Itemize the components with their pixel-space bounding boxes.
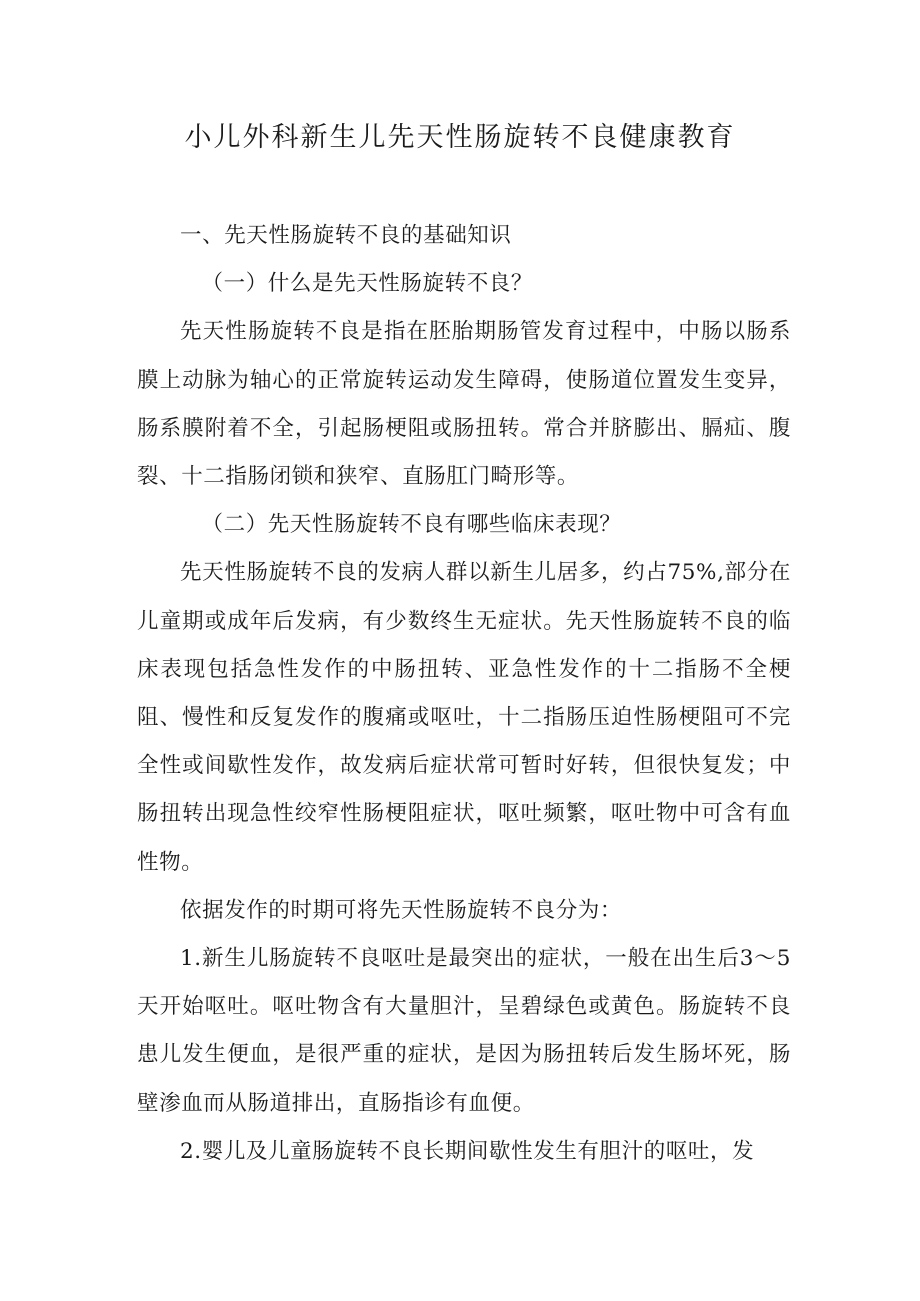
paragraph-infant-child-type: 2.婴儿及儿童肠旋转不良长期间歇性发生有胆汁的呕吐，发	[180, 1138, 755, 1164]
paragraph-symptoms: 先天性肠旋转不良的发病人群以新生儿居多，约占75%,部分在儿童期或成年后发病，有少数终生无症状。先天性肠旋转不良的临床表现包括急性发作的中肠扭转、亚急性发作的十二指肠不全梗阻、慢性和反复发作的腹痛或呕吐，十二指肠压迫性肠梗阻可不完全性或间歇性发作，故发病后症状常可暂时好转，但很快复发；中肠扭转出现急性绞窄性肠梗阻症状，呕吐频繁，呕吐物中可含有血性物。	[137, 560, 791, 875]
document-title: 小儿外科新生儿先天性肠旋转不良健康教育	[184, 122, 736, 153]
subsection-heading-symptoms: （二）先天性肠旋转不良有哪些临床表现？	[201, 512, 622, 538]
document-body	[137, 212, 791, 1176]
paragraph-definition: 先天性肠旋转不良是指在胚胎期肠管发育过程中，中肠以肠系膜上动脉为轴心的正常旋转运动发生障碍，使肠道位置发生变异，肠系膜附着不全，引起肠梗阻或肠扭转。常合并脐膨出、膈疝、腹裂、十二指肠闭锁和狭窄、直肠肛门畸形等。	[137, 319, 791, 490]
paragraph-newborn-type: 1.新生儿肠旋转不良呕吐是最突出的症状，一般在出生后3～5天开始呕吐。呕吐物含有大量胆汁，呈碧绿色或黄色。肠旋转不良患儿发生便血，是很严重的症状，是因为肠扭转后发生肠坏死，肠壁渗血而从肠道排出，直肠指诊有血便。	[137, 946, 791, 1116]
paragraph-classification-intro: 依据发作的时期可将先天性肠旋转不良分为：	[180, 897, 623, 923]
section-heading-basics: 一、先天性肠旋转不良的基础知识	[180, 223, 512, 248]
subsection-heading-definition: （一）什么是先天性肠旋转不良？	[201, 271, 534, 297]
